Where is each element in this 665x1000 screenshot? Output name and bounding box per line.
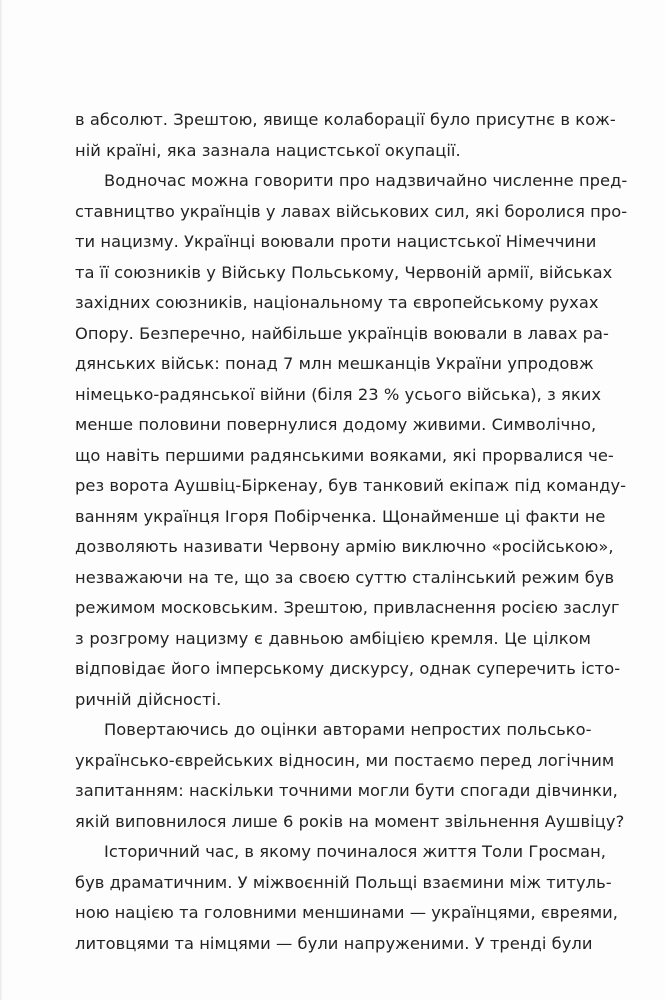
text-line: ною нацією та головними меншинами — українцями, євреями,	[75, 903, 619, 922]
text-line: рез ворота Аушвіц-Біркенау, був танковий екіпаж під команду-	[75, 476, 627, 495]
text-line: запитанням: наскільки точними могли бути спогади дівчинки,	[75, 781, 618, 800]
text-line: режимом московським. Зрештою, привласнення росією заслуг	[75, 598, 620, 617]
text-line: та її союзників у Війську Польському, Червоній армії, військах	[75, 262, 613, 282]
text-line: ричній дійсності.	[75, 689, 222, 709]
paragraph-4	[75, 837, 619, 959]
text-line: Опору. Безперечно, найбільше українців воювали в лавах ра-	[75, 323, 609, 343]
text-line: Повертаючись до оцінки авторами непростих польсько-	[104, 720, 592, 739]
text-line: в абсолют. Зрештою, явище колаборації було присутнє в кож-	[75, 110, 616, 129]
page-edge-shadow	[0, 0, 3, 1000]
text-line: дозволяють називати Червону армію виключно «російською»,	[75, 537, 614, 556]
book-page-text	[75, 105, 628, 959]
text-line: ванням українця Ігоря Побірченка. Щонайменше ці факти не	[75, 506, 606, 526]
text-line: якій виповнилося лише 6 років на момент звільнення Аушвіцу?	[75, 811, 625, 831]
text-line: що навіть першими радянськими вояками, які прорвалися че-	[75, 445, 614, 465]
text-line: дянських військ: понад 7 млн мешканців України упродовж	[75, 354, 594, 373]
text-line: ставництво українців у лавах військових сил, які боролися про-	[75, 201, 628, 221]
text-line: менше половини повернулися додому живими. Символічно,	[75, 415, 597, 434]
paragraph-2	[75, 166, 628, 715]
text-line: німецько-радянської війни (біля 23 % усього війська), з яких	[75, 384, 602, 404]
text-line: Історичний час, в якому починалося життя Толи Гросман,	[104, 842, 606, 861]
text-line: ти нацизму. Українці воювали проти нацистської Німеччини	[75, 232, 597, 251]
text-line: був драматичним. У міжвоєнній Польщі взаємини між титуль-	[75, 872, 612, 892]
paragraph-1	[75, 105, 616, 166]
text-line: незважаючи на те, що за своєю суттю сталінський режим був	[75, 567, 615, 587]
text-line: литовцями та німцями — були напруженими. У тренді були	[75, 933, 593, 953]
text-line: українсько-єврейських відносин, ми постаємо перед логічним	[75, 750, 615, 770]
text-line: ній країні, яка зазнала нацистської окупації.	[75, 140, 461, 160]
text-line: західних союзників, національному та європейському рухах	[75, 293, 599, 312]
text-line: Водночас можна говорити про надзвичайно численне пред-	[104, 171, 628, 190]
text-line: відповідає його імперському дискурсу, однак суперечить істо-	[75, 659, 621, 678]
text-line: з розгрому нацизму є давньою амбіцією кремля. Це цілком	[75, 628, 591, 648]
paragraph-3	[75, 715, 625, 837]
